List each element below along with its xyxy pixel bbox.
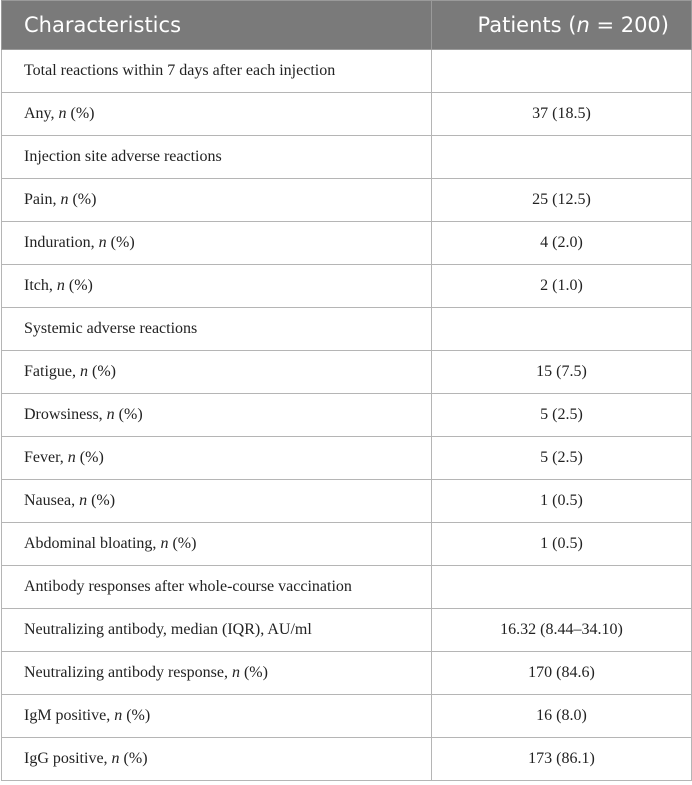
row-label-n: n xyxy=(58,105,67,122)
row-label xyxy=(2,93,432,136)
header-patients-prefix: Patients ( xyxy=(477,13,577,37)
row-label-n: n xyxy=(80,363,88,380)
row-label-text: Nausea, xyxy=(24,492,80,509)
row-label-n: n xyxy=(106,406,115,423)
row-label xyxy=(2,136,432,179)
row-label xyxy=(2,265,432,308)
row-value: 37 (18.5) xyxy=(432,93,692,136)
row-label-suffix: (%) xyxy=(66,105,95,122)
row-label-n: n xyxy=(98,234,107,251)
table-row xyxy=(2,566,692,609)
row-label-text: Fatigue, xyxy=(24,363,80,380)
row-label-suffix: (%) xyxy=(88,363,116,380)
row-value xyxy=(432,308,692,351)
row-label xyxy=(2,523,432,566)
row-label xyxy=(2,351,432,394)
row-label-text: Antibody responses after whole-course vaccination xyxy=(24,578,352,595)
table-row xyxy=(2,136,692,179)
row-label-n: n xyxy=(111,750,120,767)
row-value: 1 (0.5) xyxy=(432,523,692,566)
row-value: 16.32 (8.44–34.10) xyxy=(432,609,692,652)
header-patients-n: n xyxy=(576,13,590,37)
row-label-n: n xyxy=(56,277,65,294)
row-label-suffix: (%) xyxy=(106,234,135,251)
row-value: 16 (8.0) xyxy=(432,695,692,738)
row-label-suffix: (%) xyxy=(239,664,268,681)
row-label-text: Induration, xyxy=(24,234,99,251)
table-row xyxy=(2,351,692,394)
row-label-n: n xyxy=(60,191,69,208)
row-label xyxy=(2,652,432,695)
row-label xyxy=(2,50,432,93)
row-label-n: n xyxy=(114,707,123,724)
table-row xyxy=(2,695,692,738)
row-label-text: Any, xyxy=(24,105,59,122)
row-label-suffix: (%) xyxy=(87,492,116,509)
row-label xyxy=(2,609,432,652)
table-row xyxy=(2,652,692,695)
row-label-suffix: (%) xyxy=(64,277,93,294)
row-value: 173 (86.1) xyxy=(432,738,692,781)
row-label-text: IgG positive, xyxy=(24,750,112,767)
row-value: 4 (2.0) xyxy=(432,222,692,265)
row-value xyxy=(432,566,692,609)
row-label xyxy=(2,308,432,351)
row-label-text: Drowsiness, xyxy=(24,406,107,423)
table-row xyxy=(2,394,692,437)
row-label-suffix: (%) xyxy=(168,535,197,552)
row-label-text: Systemic adverse reactions xyxy=(24,320,198,337)
row-value: 1 (0.5) xyxy=(432,480,692,523)
row-label xyxy=(2,179,432,222)
row-value: 5 (2.5) xyxy=(432,437,692,480)
row-label-text: Total reactions within 7 days after each injection xyxy=(24,62,336,79)
row-label-n: n xyxy=(160,535,169,552)
row-label-text: IgM positive, xyxy=(24,707,115,724)
row-label xyxy=(2,480,432,523)
row-value xyxy=(432,50,692,93)
row-label-suffix: (%) xyxy=(68,191,97,208)
row-label-text: Neutralizing antibody response, xyxy=(24,664,232,681)
row-label-text: Abdominal bloating, xyxy=(24,535,161,552)
results-table xyxy=(1,0,692,781)
row-value: 2 (1.0) xyxy=(432,265,692,308)
row-label xyxy=(2,437,432,480)
header-patients xyxy=(432,1,692,50)
table-row xyxy=(2,738,692,781)
row-value: 15 (7.5) xyxy=(432,351,692,394)
table-row xyxy=(2,93,692,136)
table-row xyxy=(2,222,692,265)
row-label-suffix: (%) xyxy=(119,750,148,767)
row-label-text: Fever, xyxy=(24,449,68,466)
row-label-n: n xyxy=(67,449,76,466)
row-label-n: n xyxy=(79,492,88,509)
table-row xyxy=(2,265,692,308)
row-value: 5 (2.5) xyxy=(432,394,692,437)
row-label-suffix: (%) xyxy=(114,406,143,423)
header-row xyxy=(2,1,692,50)
row-value xyxy=(432,136,692,179)
row-label-text: Pain, xyxy=(24,191,61,208)
table-row xyxy=(2,609,692,652)
row-label-text: Neutralizing antibody, median (IQR), AU/ml xyxy=(24,621,312,638)
row-label xyxy=(2,738,432,781)
table-row xyxy=(2,437,692,480)
row-label xyxy=(2,566,432,609)
row-label-text: Injection site adverse reactions xyxy=(24,148,222,165)
row-label xyxy=(2,394,432,437)
header-characteristics: Characteristics xyxy=(2,1,432,50)
table-row xyxy=(2,50,692,93)
row-label xyxy=(2,695,432,738)
row-value: 25 (12.5) xyxy=(432,179,692,222)
row-label-n: n xyxy=(231,664,240,681)
table-row xyxy=(2,308,692,351)
table-row xyxy=(2,179,692,222)
table-row xyxy=(2,523,692,566)
table-row xyxy=(2,480,692,523)
row-value: 170 (84.6) xyxy=(432,652,692,695)
row-label-text: Itch, xyxy=(24,277,57,294)
row-label xyxy=(2,222,432,265)
row-label-suffix: (%) xyxy=(122,707,151,724)
row-label-suffix: (%) xyxy=(75,449,104,466)
header-patients-suffix: = 200) xyxy=(589,13,669,37)
